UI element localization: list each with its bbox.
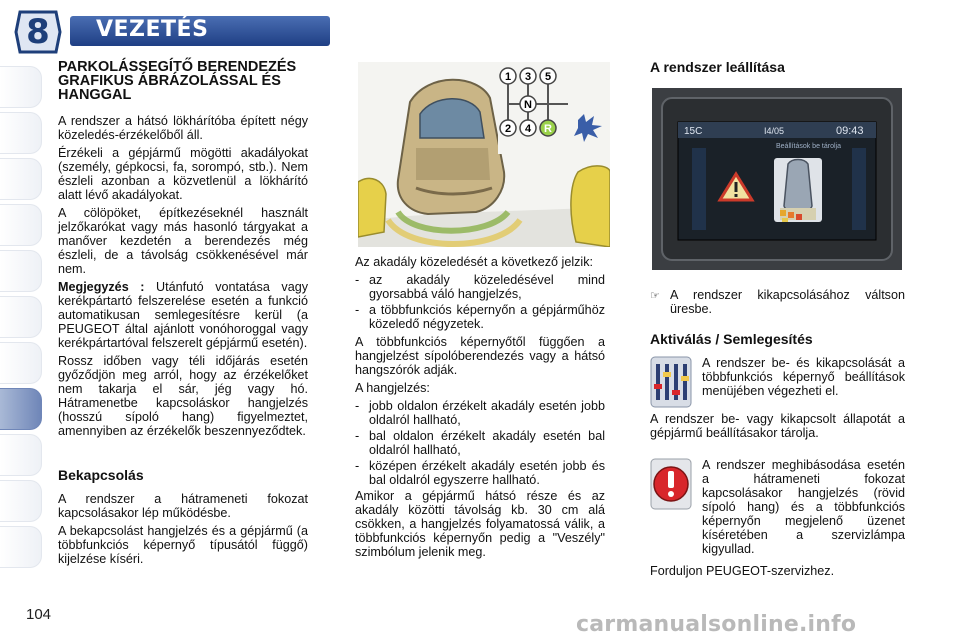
paragraph: [58, 280, 308, 350]
paragraph: Forduljon PEUGEOT-szervizhez.: [650, 564, 835, 578]
side-tab[interactable]: [0, 342, 42, 384]
gear-label: 1: [504, 71, 512, 83]
note: [650, 288, 905, 316]
paragraph: A rendszer be- vagy kikapcsolt állapotát a gépjármű beállításakor tárolja.: [650, 412, 905, 440]
multifunction-screen: [652, 88, 902, 270]
chapter-number: 8: [26, 12, 50, 52]
screen-clock: 09:43: [836, 125, 864, 137]
list-item: - bal oldalon érzékelt akadály esetén bal oldalról hallható,: [355, 429, 605, 457]
gear-label: N: [524, 99, 532, 111]
pointing-hand-icon: ☞: [650, 290, 660, 302]
paragraph: Amikor a gépjármű hátsó része és az akadály közötti távolság kb. 30 cm alá csökken, a hangjelzés folyamatossá válik, a többfunkciós képernyőn pedig a "Veszély" szimbólum jelenik meg.: [355, 489, 605, 559]
list-item-text: az akadály közeledésével mind gyorsabbá váló hangjelzés,: [369, 273, 605, 301]
list-item-text: jobb oldalon érzékelt akadály esetén jobb oldalról hallható,: [369, 399, 605, 427]
gear-label: 3: [524, 71, 532, 83]
list-item-text: középen érzékelt akadály esetén jobb és bal oldalról egyszerre hallható.: [369, 459, 605, 487]
gear-shift-pattern: [498, 64, 608, 154]
paragraph: A bekapcsolást hangjelzés és a gépjármű (a többfunkciós képernyő típusától függő) kijelzése kíséri.: [58, 524, 308, 566]
paragraph: Az akadály közeledését a következő jelzik:: [355, 255, 594, 269]
gear-label: 5: [544, 71, 552, 83]
column-right-lower: [650, 280, 905, 582]
side-tab-active[interactable]: [0, 388, 42, 430]
page-number: 104: [26, 606, 52, 623]
list-item: - a többfunkciós képernyőn a gépjárműhöz közeledő négyzetek.: [355, 303, 605, 331]
side-tab[interactable]: [0, 434, 42, 476]
screen-caption: Beállítások be tárolja: [776, 143, 841, 150]
side-tab[interactable]: [0, 480, 42, 522]
settings-menu-icon: [650, 356, 692, 408]
list-item-text: a többfunkciós képernyőn a gépjárműhöz közeledő négyzetek.: [369, 303, 605, 331]
note-text: A rendszer kikapcsolásához váltson üresbe.: [670, 288, 905, 316]
paragraph: A cölöpöket, építkezéseknél használt jelzőkarókat vagy más hasonló tárgyakat a manőver kezdetén a berendezés még észleli, de a távolság csökkenésével már nem.: [58, 206, 308, 276]
gear-label: R: [544, 123, 552, 135]
list-item: - az akadály közeledésével mind gyorsabbá váló hangjelzés,: [355, 273, 605, 301]
list-item-text: bal oldalon érzékelt akadály esetén bal oldalról hallható,: [369, 429, 605, 457]
note-label: Megjegyzés :: [58, 280, 145, 294]
parking-diagram: [358, 62, 610, 247]
side-tab[interactable]: [0, 250, 42, 292]
car-icon: [398, 80, 504, 214]
paragraph: A hangjelzés:: [355, 381, 430, 395]
list-item: - középen érzékelt akadály esetén jobb és bal oldalról egyszerre hallható.: [355, 459, 605, 487]
paragraph: A rendszer a hátrameneti fokozat kapcsolásakor lép működésbe.: [58, 492, 308, 520]
note-text: Utánfutó vontatása vagy kerékpártartó felszerelése esetén a funkció automatikusan semlegesítésre kerül (a PEUGEOT által ajánlott vonóhoroggal vagy kerékpártartóval felszerelt gépjármű esetén).: [58, 280, 308, 350]
gear-label: 4: [524, 123, 532, 135]
side-tab[interactable]: [0, 204, 42, 246]
gear-label: 2: [504, 123, 512, 135]
paragraph: Rossz időben vagy téli időjárás esetén győződjön meg arról, hogy az érzékelőket nem takarja el sár, jég vagy hó. Hátramenetbe kapcsoláskor hangjelzés (hosszú sípoló hang) figyelmeztet, amennyiben az érzékelők beszennyeződtek.: [58, 354, 308, 438]
column-left: [58, 60, 308, 570]
page-title: VEZETÉS: [96, 17, 209, 42]
subsection-heading: Bekapcsolás: [58, 467, 144, 483]
side-tab[interactable]: [0, 526, 42, 568]
paragraph: A rendszer a hátsó lökhárítóba épített négy közeledés-érzékelőből áll.: [58, 114, 308, 142]
section-heading: PARKOLÁSSEGÍTŐ BERENDEZÉS GRAFIKUS ÁBRÁZOLÁSSAL ÉS HANGGAL: [58, 59, 297, 103]
subsection-heading: A rendszer leállítása: [650, 59, 785, 75]
list-item: - jobb oldalon érzékelt akadály esetén jobb oldalról hallható,: [355, 399, 605, 427]
column-right: [650, 60, 905, 84]
paragraph: A többfunkciós képernyőtől függően a hangjelzést sípolóberendezés vagy a hátsó hangszórók adják.: [355, 335, 605, 377]
side-tab[interactable]: [0, 158, 42, 200]
side-tab[interactable]: [0, 296, 42, 338]
screen-car-icon: [774, 158, 822, 222]
service-row: [650, 458, 905, 560]
side-tabs: [0, 66, 42, 572]
watermark: carmanualsonline.info: [576, 612, 857, 637]
screen-temp: 15C: [684, 126, 703, 137]
side-tab[interactable]: [0, 112, 42, 154]
paragraph: Érzékeli a gépjármű mögötti akadályokat (személy, gépkocsi, fa, sorompó, stb.). Nem észleli azonban a közvetlenül a lökhárító alatt lévő akadályokat.: [58, 146, 308, 202]
side-tab[interactable]: [0, 66, 42, 108]
service-warning-icon: [650, 458, 692, 510]
screen-date: I4/05: [764, 126, 785, 136]
subsection-heading: Aktiválás / Semlegesítés: [650, 331, 813, 347]
column-middle: [355, 255, 605, 563]
settings-row: [650, 356, 905, 408]
paragraph: A rendszer be- és kikapcsolását a többfunkciós képernyő beállítások menüjében végezheti el.: [702, 356, 905, 398]
paragraph: A rendszer meghibásodása esetén a hátrameneti fokozat kapcsolásakor hangjelzés (rövid sípoló hang) és a többfunkciós képernyőn megjelenő üzenet kíséretében a szervizlámpa kigyullad.: [702, 458, 905, 556]
